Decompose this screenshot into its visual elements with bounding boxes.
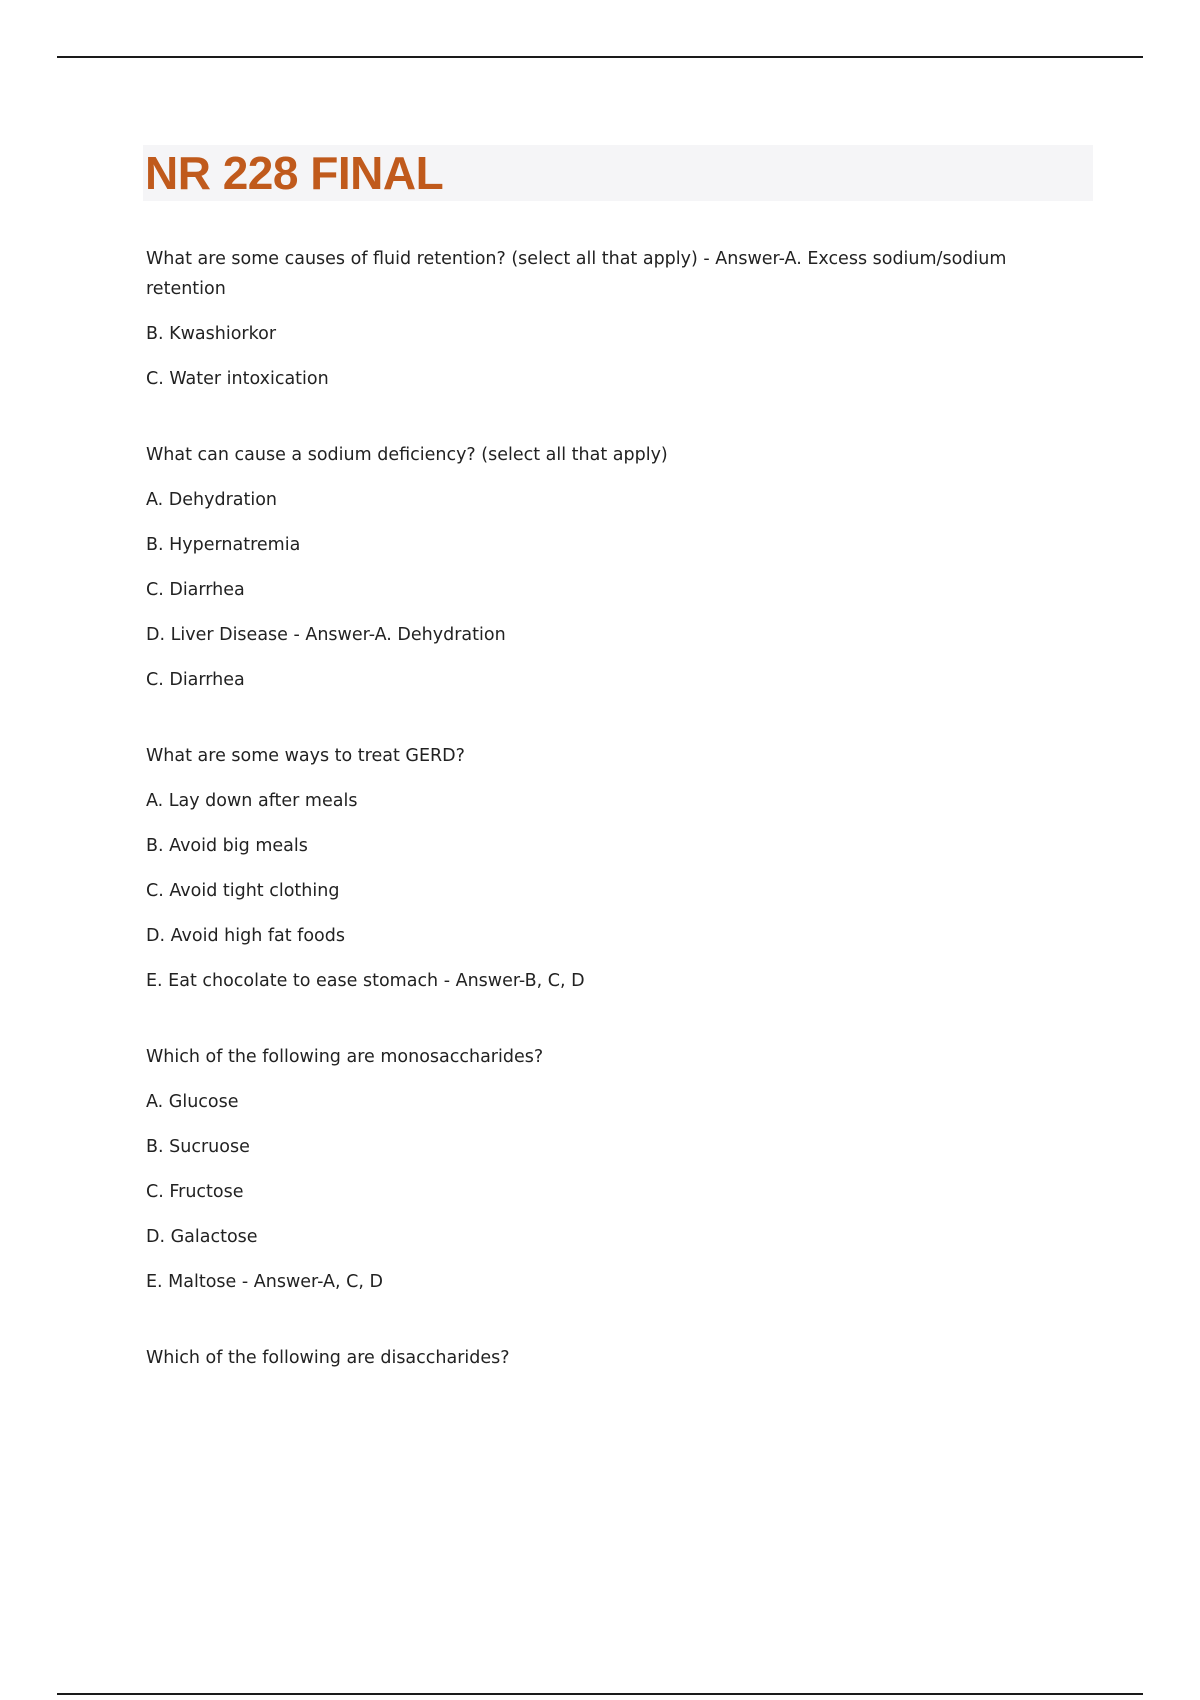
question-block-5: [146, 1343, 1046, 1373]
top-rule: [57, 56, 1143, 58]
question-text: What can cause a sodium deficiency? (select all that apply): [146, 445, 668, 465]
answer-option: B. Kwashiorkor: [146, 324, 277, 344]
answer-option: C. Diarrhea: [146, 670, 245, 690]
question-text: What are some ways to treat GERD?: [146, 746, 465, 766]
answer-option: A. Dehydration: [146, 490, 278, 510]
question-text: Which of the following are disaccharides?: [146, 1348, 510, 1368]
question-text: Which of the following are monosaccharides?: [146, 1047, 544, 1067]
question-block-4: [146, 1042, 1046, 1297]
page-title: NR 228 FINAL: [145, 147, 444, 199]
question-block-3: [146, 741, 1046, 996]
answer-option: D. Liver Disease - Answer-A. Dehydration: [146, 625, 506, 645]
answer-option: C. Water intoxication: [146, 369, 329, 389]
answer-option: A. Lay down after meals: [146, 791, 358, 811]
answer-option: C. Avoid tight clothing: [146, 881, 340, 901]
answer-option: C. Fructose: [146, 1182, 244, 1202]
document-body: [146, 244, 1046, 1419]
answer-option: C. Diarrhea: [146, 580, 245, 600]
answer-option: D. Galactose: [146, 1227, 258, 1247]
question-block-2: [146, 440, 1046, 695]
answer-option: D. Avoid high fat foods: [146, 926, 345, 946]
question-block-1: [146, 244, 1046, 394]
answer-option: E. Maltose - Answer-A, C, D: [146, 1272, 383, 1292]
question-text: What are some causes of fluid retention? (select all that apply) - Answer-A. Excess sodium/sodium retention: [146, 249, 1007, 299]
bottom-rule: [57, 1693, 1143, 1695]
answer-option: B. Hypernatremia: [146, 535, 301, 555]
answer-option: A. Glucose: [146, 1092, 239, 1112]
answer-option: B. Avoid big meals: [146, 836, 308, 856]
answer-option: B. Sucruose: [146, 1137, 250, 1157]
answer-option: E. Eat chocolate to ease stomach - Answer-B, C, D: [146, 971, 585, 991]
title-band: [143, 145, 1093, 201]
